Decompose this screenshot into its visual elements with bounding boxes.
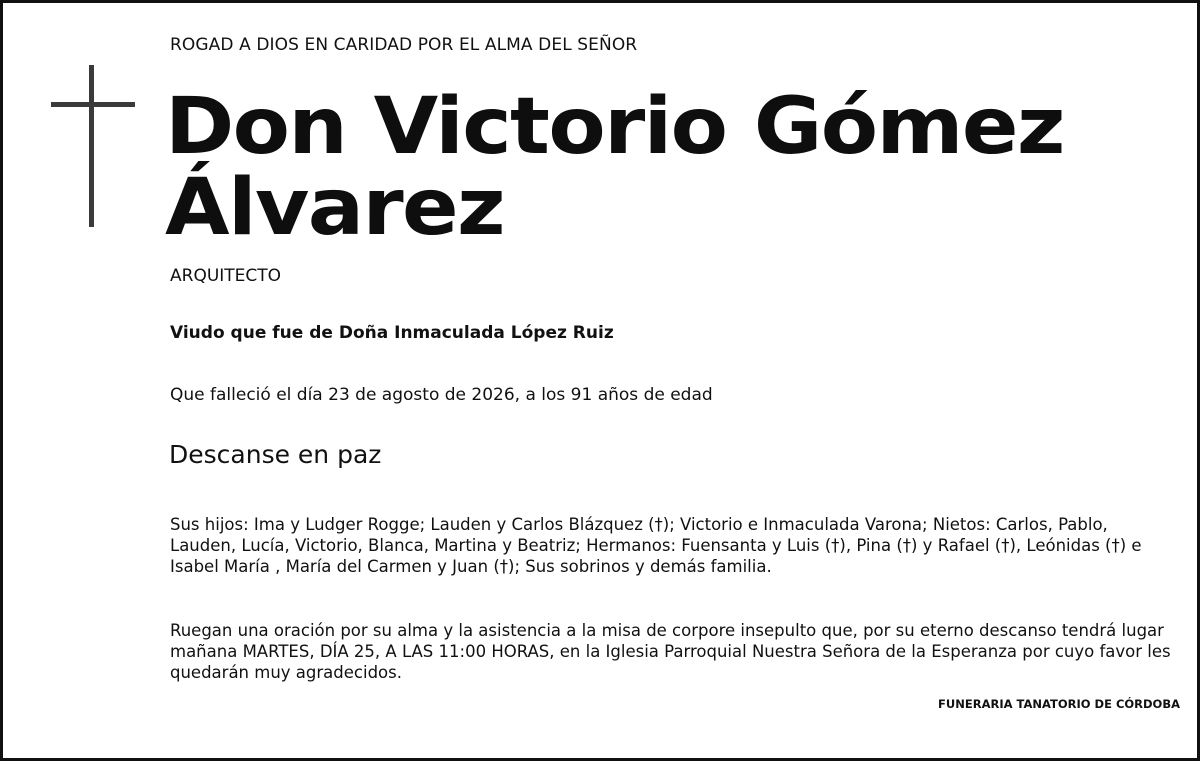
deceased-name (165, 82, 1064, 253)
deceased-profession: ARQUITECTO (170, 266, 282, 286)
spouse-line: Viudo que fue de Doña Inmaculada López Ruiz (170, 323, 614, 343)
mass-paragraph: Ruegan una oración por su alma y la asistencia a la misa de corpore insepulto que, por su eterno descanso tendrá lugar mañana MARTES, DÍA 25, A LAS 11:00 HORAS, en la Iglesia Parroquial Nuestra Señora de la Esperanza por cuyo favor les quedarán muy agradecidos. (170, 621, 1171, 682)
deceased-name-line2: Álvarez (165, 163, 505, 253)
deceased-name-line1: Don Victorio Gómez (165, 82, 1064, 172)
family-paragraph: Sus hijos: Ima y Ludger Rogge; Lauden y Carlos Blázquez (†); Victorio e Inmaculada Varona; Nietos: Carlos, Pablo, Lauden, Lucía, Victorio, Blanca, Martina y Beatriz; Hermanos: Fuensanta y Luis (†), Pina (†) y Rafael (†), Leónidas (†) e Isabel María , María del Carmen y Juan (†); Sus sobrinos y demás familia. (170, 515, 1142, 576)
cross-vertical-bar (89, 65, 94, 227)
rest-in-peace: Descanse en paz (169, 440, 382, 469)
funeral-home-name: FUNERARIA TANATORIO DE CÓRDOBA (938, 697, 1180, 711)
prayer-header: ROGAD A DIOS EN CARIDAD POR EL ALMA DEL SEÑOR (170, 35, 638, 55)
death-date-line: Que falleció el día 23 de agosto de 2026, a los 91 años de edad (170, 385, 713, 405)
cross-horizontal-bar (51, 102, 135, 107)
